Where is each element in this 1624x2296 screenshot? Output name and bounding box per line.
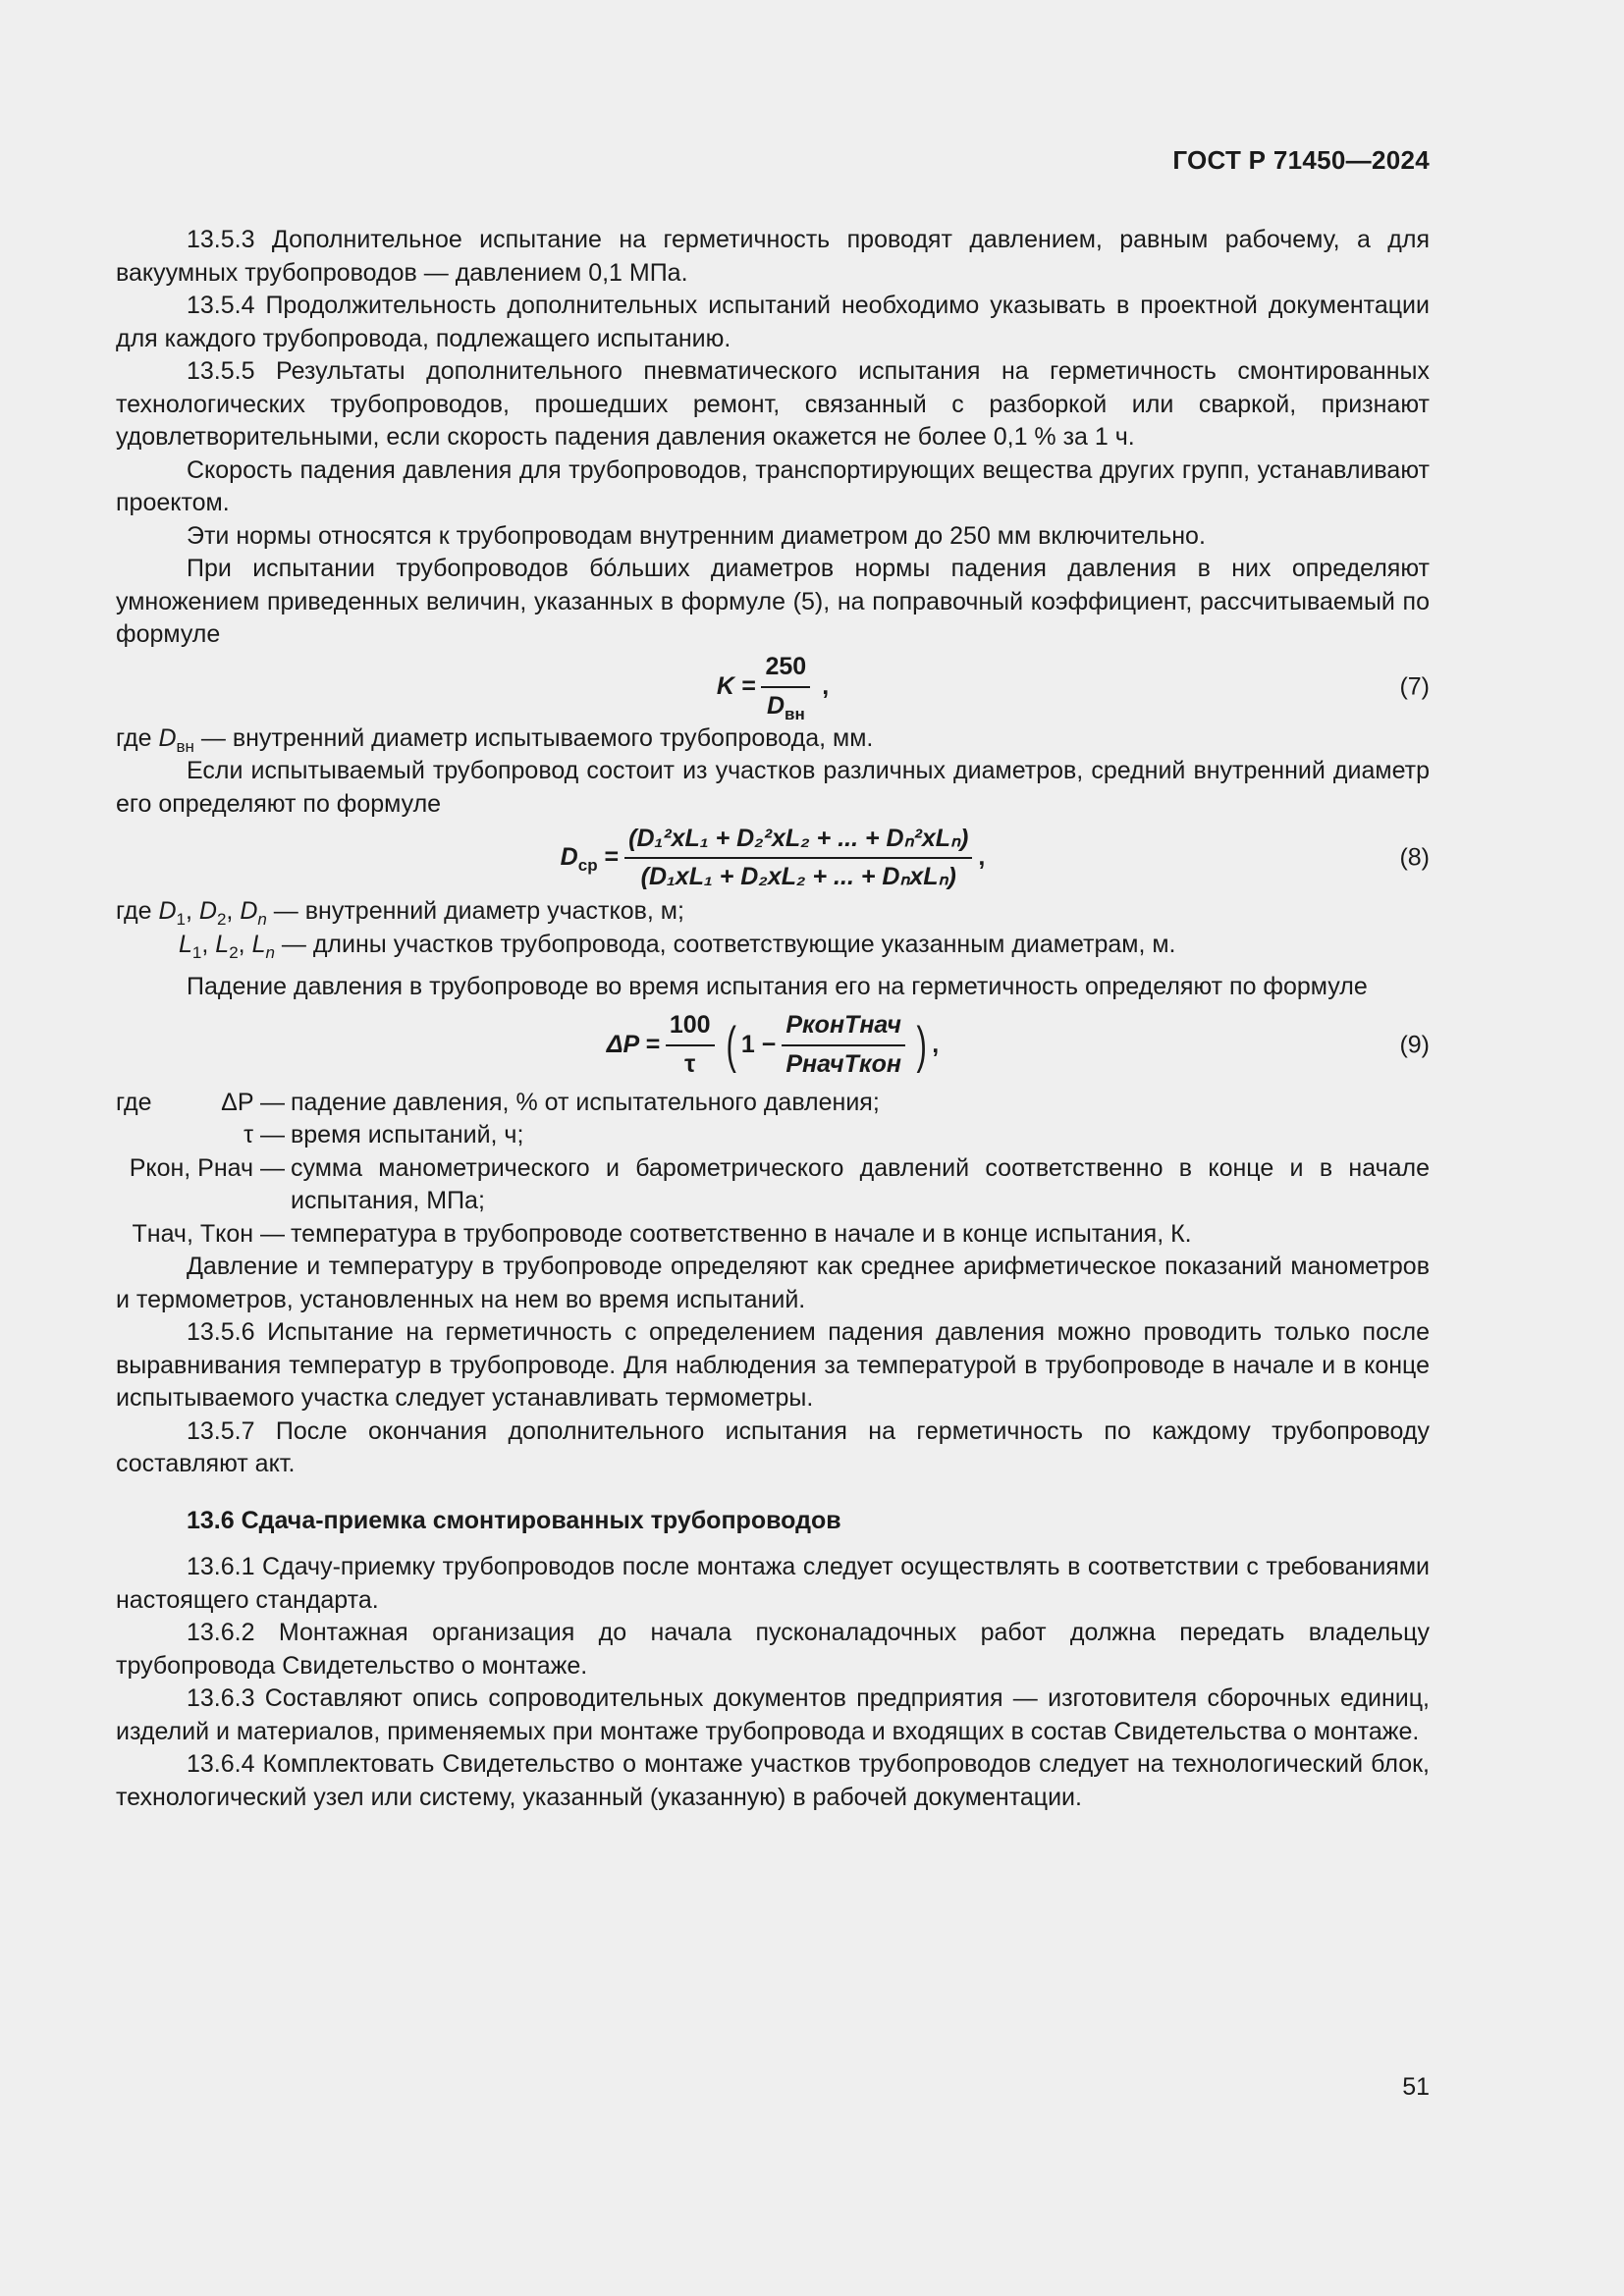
formula-7-numerator: 250 <box>761 651 810 688</box>
formula-8-fraction <box>624 823 972 894</box>
paragraph-13-5-3: 13.5.3 Дополнительное испытание на герметичность проводят давлением, равным рабочему, а для вакуумных трубопроводов — давлением 0,1 МПа. <box>116 226 1430 287</box>
formula-7-fraction <box>761 651 810 722</box>
definition-l-sections: $L_1$, $L_2$, $L_n$ — длины участков трубопровода, соответствующие указанным диаметрам, м. <box>179 930 1176 962</box>
paragraph-13-5-5: 13.5.5 Результаты дополнительного пневматического испытания на герметичность смонтированных технологических трубопроводов, прошедших ремонт, связанный с разборкой или сваркой, признают удовлетворительными, если скорость падения давления окажется не более 0,1 % за 1 ч. <box>116 357 1430 451</box>
left-paren: ( <box>726 1016 736 1074</box>
definition-row: Tнач, Tкон — температура в трубопроводе соответственно в начале и в конце испытания, К. <box>116 1218 1430 1252</box>
paragraph-pressure-drop: Падение давления в трубопроводе во время испытания его на герметичность определяют по формуле <box>187 973 1368 1000</box>
definition-symbol: τ — <box>244 1121 285 1148</box>
definition-symbol: Pкон, Pнач — <box>129 1153 285 1182</box>
formula-7-denominator: $D_{вн}$ <box>766 691 805 723</box>
paragraph-larger-diameters: При испытании трубопроводов бóльших диаметров нормы падения давления в них определяют умножением приведенных величин, указанных в формуле (5), на поправочный коэффициент, рассчитываемый по формуле <box>116 555 1430 648</box>
paragraph-13-5-4: 13.5.4 Продолжительность дополнительных испытаний необходимо указывать в проектной документации для каждого трубопровода, подлежащего испытанию. <box>116 292 1430 352</box>
page-content <box>116 224 1430 1814</box>
formula-9 <box>116 1004 1430 1087</box>
formula-8-number: (8) <box>1399 843 1430 872</box>
page-number: 51 <box>1402 2073 1430 2101</box>
definition-symbol: Tнач, Tкон — <box>132 1219 285 1248</box>
formula-8 <box>116 821 1430 895</box>
formula-7-comma: , <box>822 671 830 700</box>
definition-row: τ — время испытаний, ч; <box>116 1119 1430 1152</box>
formula-9-number: (9) <box>1399 1030 1430 1058</box>
formula-8-lhs: $D_{ср}$ = <box>560 843 620 876</box>
formula-9-fraction: $\frac{100}{\tau}$ <box>666 1009 715 1081</box>
formula-9-one-minus: 1 − <box>740 1030 777 1058</box>
definition-symbol: где ΔP — <box>116 1088 285 1116</box>
definition-row: Pкон, Pнач — сумма манометрического и барометрического давлений соответственно в конце и в начале испытания, МПа; <box>116 1152 1430 1218</box>
formula-9-lhs: ΔP = <box>606 1030 660 1058</box>
paragraph-13-6-3: 13.6.3 Составляют опись сопроводительных документов предприятия — изготовителя сборочных единиц, изделий и материалов, применяемых при монтаже трубопровода и входящих в состав Свидетельства о монтаже. <box>116 1684 1430 1745</box>
variable-definitions <box>116 1087 1430 1252</box>
paragraph-13-6-4: 13.6.4 Комплектовать Свидетельство о монтаже участков трубопроводов следует на технологический блок, технологический узел или систему, указанный (указанную) в рабочей документации. <box>116 1750 1430 1811</box>
paragraph-norms-250mm: Эти нормы относятся к трубопроводам внутренним диаметром до 250 мм включительно. <box>187 521 1206 550</box>
definition-d-vn: где $D_{вн}$ — внутренний диаметр испытываемого трубопровода, мм. <box>116 723 874 756</box>
paragraph-13-5-6: 13.5.6 Испытание на герметичность с определением падения давления можно проводить только после выравнивания температур в трубопроводе. Для наблюдения за температурой в трубопроводе в начале и в конце испытываемого участка следует устанавливать термометры. <box>116 1318 1430 1412</box>
formula-9-expression <box>607 1009 939 1081</box>
right-paren: ) <box>916 1016 927 1074</box>
formula-7-expression <box>717 651 829 722</box>
formula-9-comma: , <box>932 1030 940 1058</box>
paragraph-13-6-2: 13.6.2 Монтажная организация до начала пусконаладочных работ должна передать владельцу трубопровода Свидетельство о монтаже. <box>116 1619 1430 1680</box>
standard-code-header: ГОСТ Р 71450—2024 <box>1172 145 1430 175</box>
paragraph-different-diameters: Если испытываемый трубопровод состоит из участков различных диаметров, средний внутренний диаметр его определяют по формуле <box>116 757 1430 818</box>
paragraph-13-5-7: 13.5.7 После окончания дополнительного испытания на герметичность по каждому трубопроводу составляют акт. <box>116 1416 1430 1477</box>
formula-8-comma: , <box>978 843 986 872</box>
section-heading-13-6: 13.6 Сдача-приемка смонтированных трубопроводов <box>187 1506 841 1534</box>
paragraph-rate-other-groups: Скорость падения давления для трубопроводов, транспортирующих вещества других групп, устанавливают проектом. <box>116 455 1430 516</box>
formula-8-expression <box>561 823 986 894</box>
formula-8-numerator: (D₁²xL₁ + D₂²xL₂ + ... + Dₙ²xLₙ) <box>624 823 972 860</box>
formula-7-lhs: K = <box>716 671 756 700</box>
definition-d-sections: где $D_1$, $D_2$, $D_n$ — внутренний диаметр участков, м; <box>116 897 684 929</box>
paragraph-average-readings: Давление и температуру в трубопроводе определяют как среднее арифметическое показаний манометров и термометров, установленных на нем во время испытаний. <box>116 1253 1430 1313</box>
formula-9-inner-fraction: $\frac{\text{PконTнач}}{\text{PначTкон}}$ <box>782 1009 905 1081</box>
definition-row: где ΔP — падение давления, % от испытательного давления; <box>116 1087 1430 1120</box>
formula-8-denominator: (D₁xL₁ + D₂xL₂ + ... + DₙxLₙ) <box>640 863 956 890</box>
formula-7 <box>116 652 1430 722</box>
formula-7-number: (7) <box>1399 671 1430 700</box>
paragraph-13-6-1: 13.6.1 Сдачу-приемку трубопроводов после монтажа следует осуществлять в соответствии с требованиями настоящего стандарта. <box>116 1553 1430 1614</box>
